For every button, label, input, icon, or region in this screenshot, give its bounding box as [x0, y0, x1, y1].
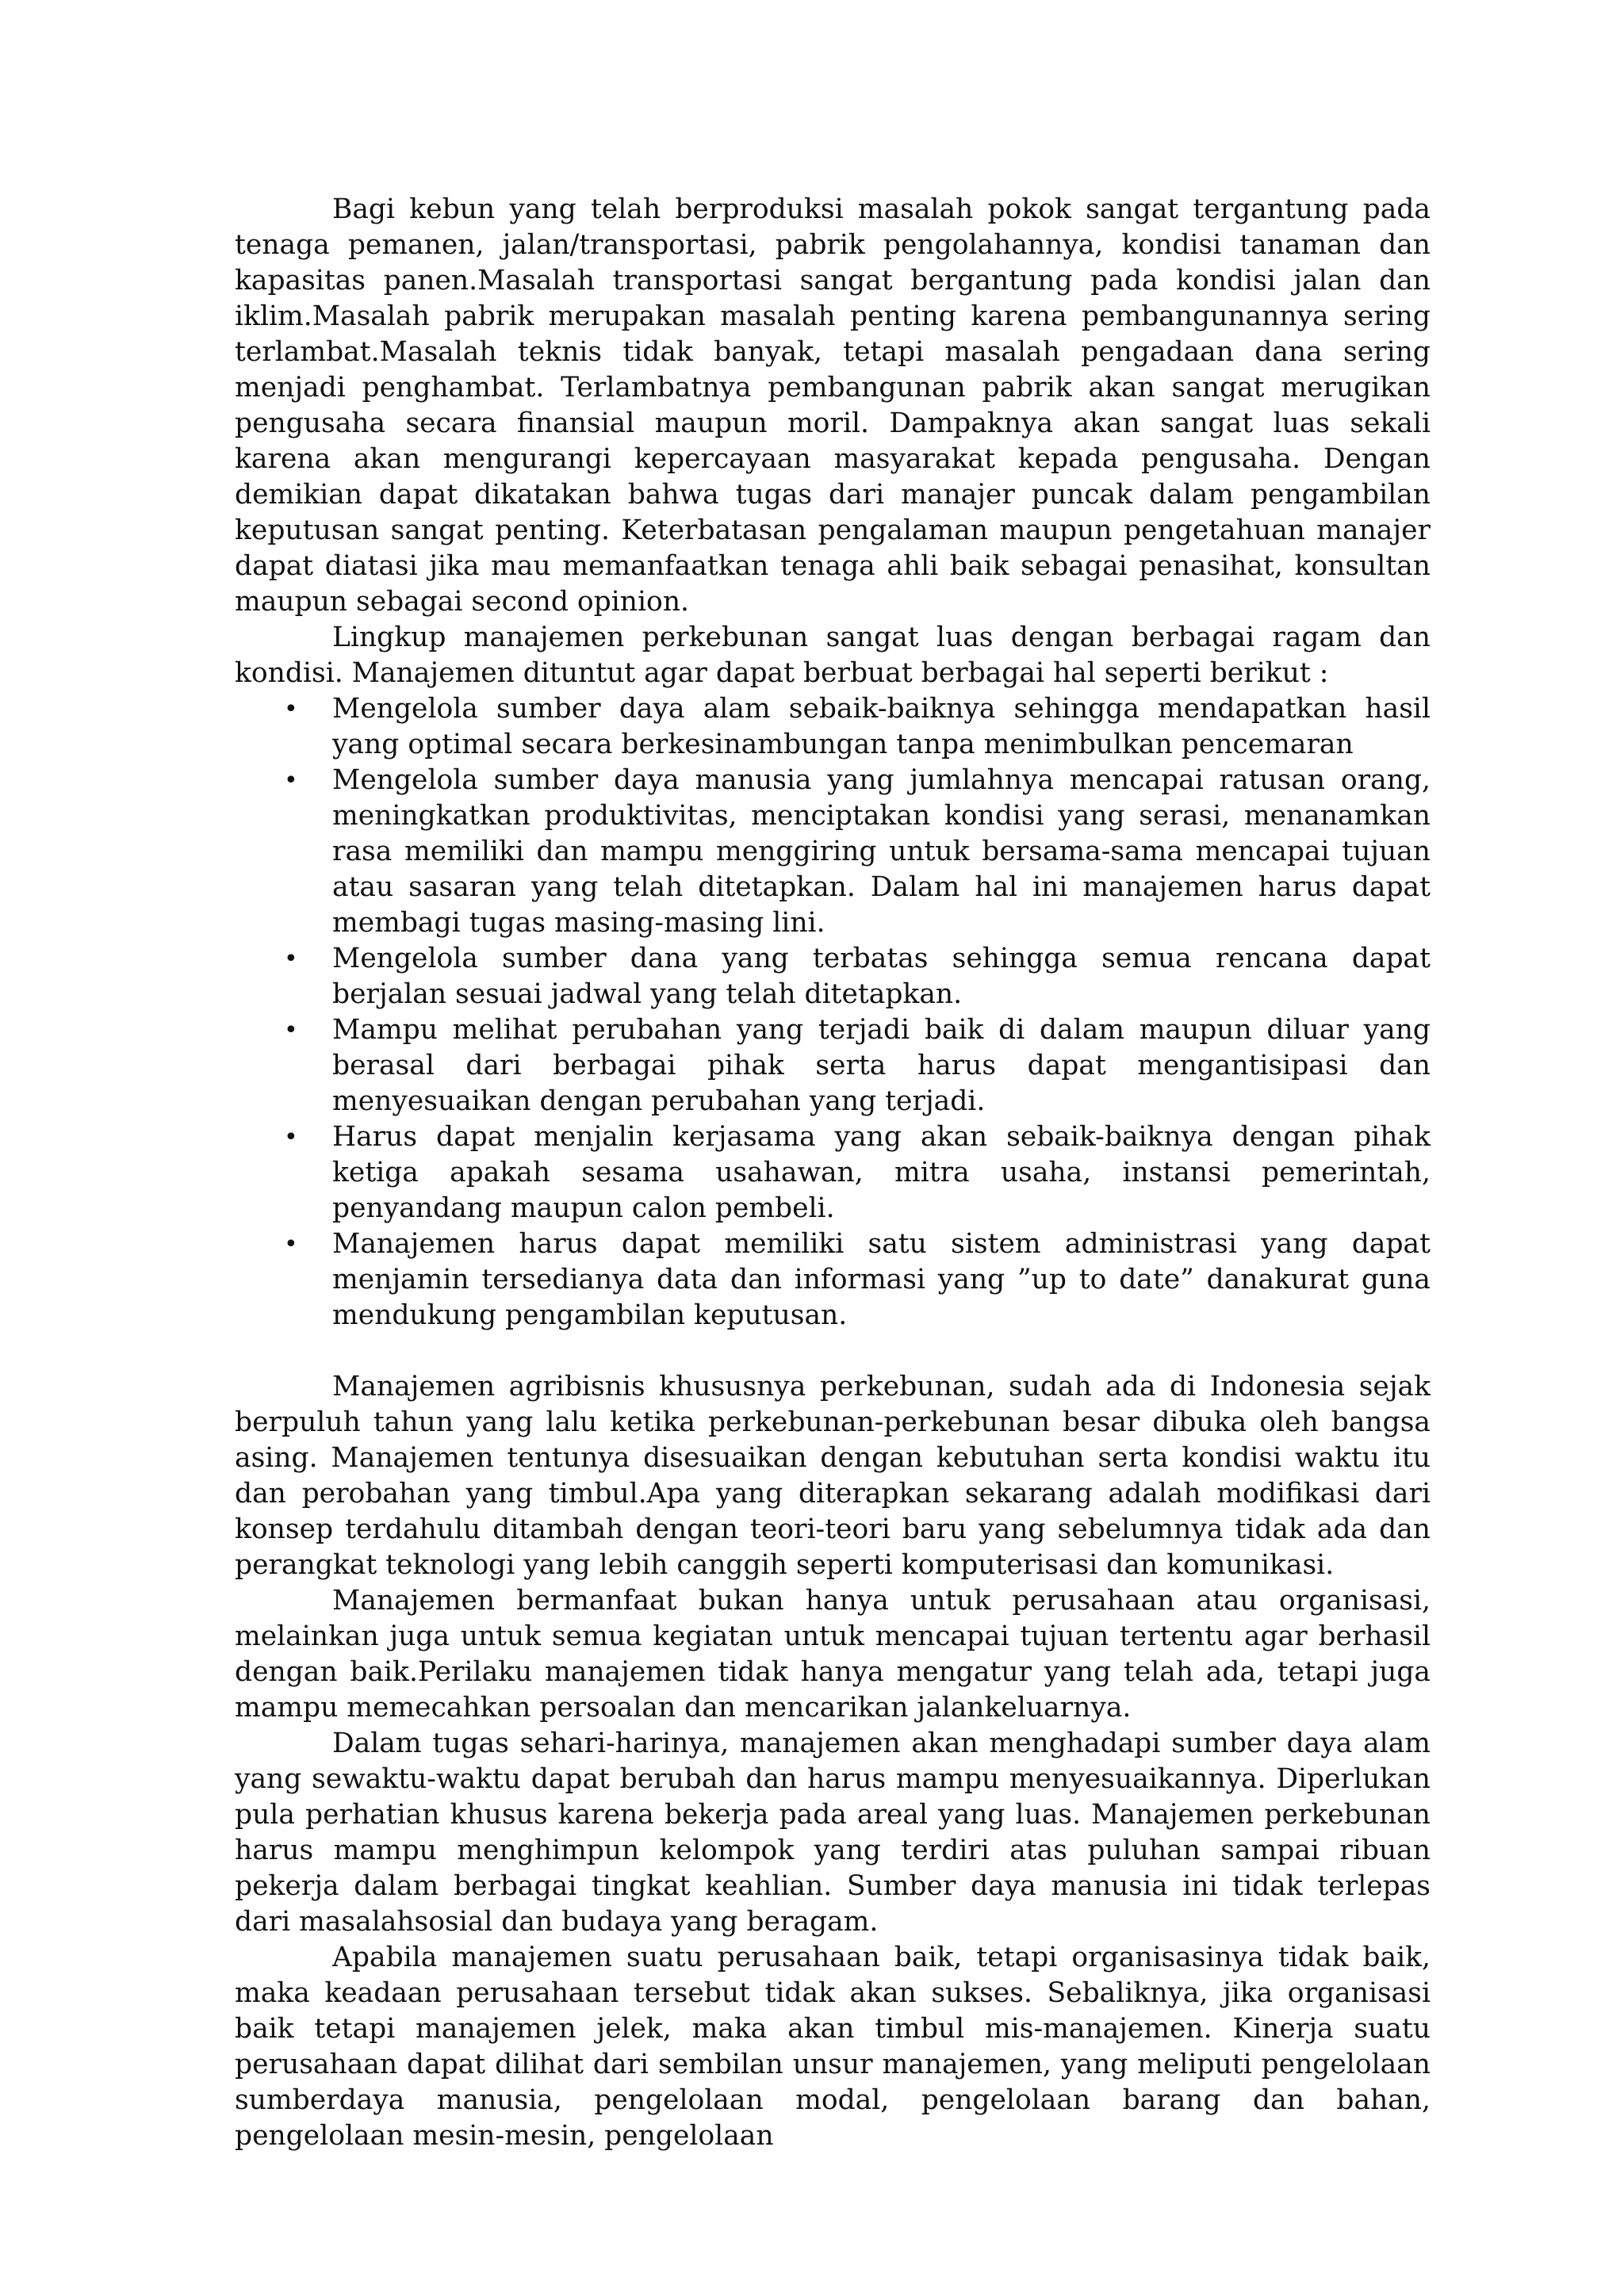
bullet-icon: • — [284, 695, 298, 723]
bullet-icon: • — [284, 767, 298, 794]
list-item — [235, 763, 1431, 941]
bullet-list — [235, 691, 1431, 1334]
list-item-text: Manajemen harus dapat memiliki satu sistem administrasi yang dapat menjamin tersedianya data dan informasi yang ”up to date” danakurat guna mendukung pengambilan keputusan. — [332, 1228, 1431, 1331]
bullet-icon: • — [284, 1123, 298, 1151]
paragraph-manajemen-bermanfaat: Manajemen bermanfaat bukan hanya untuk perusahaan atau organisasi, melainkan juga untuk semua kegiatan untuk mencapai tujuan tertentu agar berhasil dengan baik.Perilaku manajemen tidak hanya mengatur yang telah ada, tetapi juga mampu memecahkan persoalan dan mencarikan jalankeluarnya. — [235, 1585, 1431, 1724]
blank-line-spacer — [235, 1334, 1431, 1369]
list-item — [235, 1012, 1431, 1119]
list-item-text: Mengelola sumber daya manusia yang jumlahnya mencapai ratusan orang, meningkatkan produktivitas, menciptakan kondisi yang serasi, menanamkan rasa memiliki dan mampu menggiring untuk bersama-sama mencapai tujuan atau sasaran yang telah ditetapkan. Dalam hal ini manajemen harus dapat membagi tugas masing-masing lini. — [332, 764, 1431, 939]
list-item — [235, 1119, 1431, 1226]
list-item-text: Harus dapat menjalin kerjasama yang akan sebaik-baiknya dengan pihak ketiga apakah sesama usahawan, mitra usaha, instansi pemerintah, penyandang maupun calon pembeli. — [332, 1121, 1431, 1224]
paragraph-tugas-sehari-hari: Dalam tugas sehari-harinya, manajemen akan menghadapi sumber daya alam yang sewaktu-waktu dapat berubah dan harus mampu menyesuaikannya. Diperlukan pula perhatian khusus karena bekerja pada areal yang luas. Manajemen perkebunan harus mampu menghimpun kelompok yang terdiri atas puluhan sampai ribuan pekerja dalam berbagai tingkat keahlian. Sumber daya manusia ini tidak terlepas dari masalahsosial dan budaya yang beragam. — [235, 1728, 1431, 1938]
list-item-text: Mengelola sumber daya alam sebaik-baiknya sehingga mendapatkan hasil yang optimal secara berkesinambungan tanpa menimbulkan pencemaran — [332, 693, 1431, 760]
paragraph-kebun-berproduksi: Bagi kebun yang telah berproduksi masalah pokok sangat tergantung pada tenaga pemanen, jalan/transportasi, pabrik pengolahannya, kondisi tanaman dan kapasitas panen.Masalah transportasi sangat bergantung pada kondisi jalan dan iklim.Masalah pabrik merupakan masalah penting karena pembangunannya sering terlambat.Masalah teknis tidak banyak, tetapi masalah pengadaan dana sering menjadi penghambat. Terlambatnya pembangunan pabrik akan sangat merugikan pengusaha secara finansial maupun moril. Dampaknya akan sangat luas sekali karena akan mengurangi kepercayaan masyarakat kepada pengusaha. Dengan demikian dapat dikatakan bahwa tugas dari manajer puncak dalam pengambilan keputusan sangat penting. Keterbatasan pengalaman maupun pengetahuan manajer dapat diatasi jika mau memanfaatkan tenaga ahli baik sebagai penasihat, konsultan maupun sebagai second opinion. — [235, 193, 1431, 618]
bullet-icon: • — [284, 1230, 298, 1258]
list-item-text: Mampu melihat perubahan yang terjadi baik di dalam maupun diluar yang berasal dari berbagai pihak serta harus dapat mengantisipasi dan menyesuaikan dengan perubahan yang terjadi. — [332, 1014, 1431, 1117]
list-item-text: Mengelola sumber dana yang terbatas sehingga semua rencana dapat berjalan sesuai jadwal yang telah ditetapkan. — [332, 943, 1431, 1010]
list-item — [235, 941, 1431, 1012]
bullet-icon: • — [284, 1016, 298, 1044]
list-item — [235, 1226, 1431, 1334]
bullet-icon: • — [284, 945, 298, 973]
paragraph-lingkup-manajemen: Lingkup manajemen perkebunan sangat luas dengan berbagai ragam dan kondisi. Manajemen dituntut agar dapat berbuat berbagai hal seperti berikut : — [235, 622, 1431, 689]
paragraph-manajemen-agribisnis: Manajemen agribisnis khususnya perkebunan, sudah ada di Indonesia sejak berpuluh tahun yang lalu ketika perkebunan-perkebunan besar dibuka oleh bangsa asing. Manajemen tentunya disesuaikan dengan kebutuhan serta kondisi waktu itu dan perobahan yang timbul.Apa yang diterapkan sekarang adalah modifikasi dari konsep terdahulu ditambah dengan teori-teori baru yang sebelumnya tidak ada dan perangkat teknologi yang lebih canggih seperti komputerisasi dan komunikasi. — [235, 1371, 1431, 1581]
list-item — [235, 691, 1431, 763]
document-body — [235, 192, 1431, 2154]
paragraph-apabila-manajemen: Apabila manajemen suatu perusahaan baik, tetapi organisasinya tidak baik, maka keadaan perusahaan tersebut tidak akan sukses. Sebaliknya, jika organisasi baik tetapi manajemen jelek, maka akan timbul mis-manajemen. Kinerja suatu perusahaan dapat dilihat dari sembilan unsur manajemen, yang meliputi pengelolaan sumberdaya manusia, pengelolaan modal, pengelolaan barang dan bahan, pengelolaan mesin-mesin, pengelolaan — [235, 1942, 1431, 2152]
